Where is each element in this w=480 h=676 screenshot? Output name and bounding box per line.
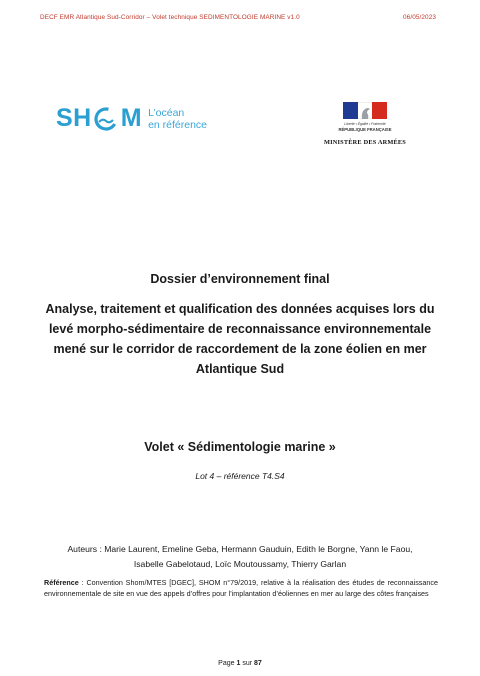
marianne-flag-icon — [343, 102, 387, 119]
volet-heading: Volet « Sédimentologie marine » — [144, 440, 336, 454]
header-date: 06/05/2023 — [403, 14, 436, 21]
running-header — [40, 14, 436, 21]
lot-reference: Lot 4 – référence T4.S4 — [195, 471, 285, 481]
shom-wordmark: SH M — [56, 104, 143, 132]
ministry-logo — [320, 102, 410, 146]
reference-text: : Convention Shom/MTES [DGEC], SHOM n°79/2019, relative à la réalisation des études de reconnaissance environnementale de site en vue des appels d’offres pour l’implantation d’éoliennes en mer au large des côtes françaises — [44, 578, 438, 598]
reference-label: Référence — [44, 578, 79, 587]
page-number: 1 — [236, 660, 241, 667]
document-title: Analyse, traitement et qualification des données acquises lors du levé morpho-sédimentaire de reconnaissance environnementale mené sur le corridor de raccordement de la zone éolien en mer Atlantique Sud — [45, 302, 435, 376]
reference-paragraph — [44, 577, 438, 599]
authors-line: Isabelle Gabelotaud, Loïc Moutoussamy, Thierry Garlan — [133, 559, 347, 569]
republic-motto: Liberté • Égalité • Fraternité — [344, 122, 386, 126]
shom-logo — [56, 104, 207, 133]
header-document-title: DECF EMR Atlantique Sud-Corridor – Volet technique SEDIMENTOLOGIE MARINE v1.0 — [40, 14, 300, 21]
republic-name: RÉPUBLIQUE FRANÇAISE — [338, 127, 392, 132]
authors-line: Auteurs : Marie Laurent, Emeline Geba, Hermann Gauduin, Edith le Borgne, Yann le Faou, — [67, 544, 413, 554]
authors-block — [40, 542, 440, 572]
page-total: 87 — [254, 660, 262, 667]
shom-tagline: L’océan en référence — [148, 106, 208, 131]
page-footer: Page 1 sur 87 — [218, 660, 262, 667]
dossier-heading: Dossier d’environnement final — [150, 272, 330, 286]
shom-wave-icon — [94, 107, 118, 131]
ministry-name: MINISTÈRE DES ARMÉES — [323, 139, 407, 146]
